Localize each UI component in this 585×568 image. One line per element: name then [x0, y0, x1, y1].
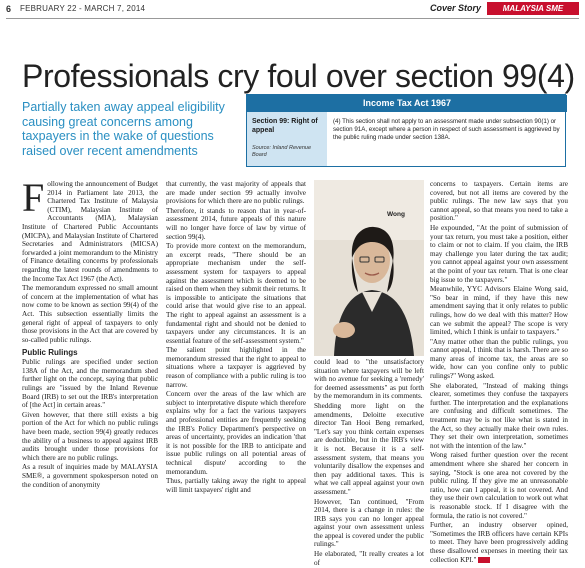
paragraph: Public rulings are specified under section 138A of the Act, and the memorandum shed further light on the concept, saying that public rulings are "issued by the Inland Revenue Board (IRB) to set out the IRB's interpretation of [the Act] in certain areas.": [22, 358, 158, 410]
paragraph: Wong raised further question over the recent amendment where she shared her concern in saying, "Stock is one area not covered by the public ruling. If they give me an unreasonable ratio, how can I appeal, it is not covered. And they use their own calculation to work out what is reasonable stock. If I disagree with the formula, the ratio is not covered.": [430, 451, 568, 520]
paragraph: He expounded, "At the point of submission of your tax return, you must take a position, either to claim or not to claim. If you claim, the IRB may challenge you later during the tax audit; you cannot appeal against your own assessment at the point of your tax return. That is one clear big issue to the taxpayers.": [430, 223, 568, 284]
paragraph: The memorandum expressed no small amount of concern at the implementation of what has now come to be known as section 99(4) of the Act. This subsection essentially limits the general right of appeal of taxpayers to only those provisions in the Act that are covered by so-called public rulings.: [22, 284, 158, 344]
section-label: Cover Story: [429, 3, 481, 13]
photo-caption: Wong: [387, 211, 405, 218]
deck-subheading: Partially taken away appeal eligibility causing great concerns among taxpayers in the wake of questions raised over recent amendments: [22, 100, 225, 158]
paragraph: could lead to "the unsatisfactory situation where taxpayers will be left with no avenue for seeking a 'remedy' for deemed assessments" as put forth by the memorandum in its comments.: [314, 358, 424, 401]
paragraph: that currently, the vast majority of appeals that are made under section 99 actually involve provisions for which there are no public rulings.: [166, 180, 306, 206]
paragraph: Thus, partially taking away the right to appeal will limit taxpayers' right and: [166, 477, 306, 494]
taxbox-source: Source: Inland Revenue Board: [252, 145, 312, 158]
paragraph: However, Tan continued, "From 2014, there is a change in rules: the IRB says you can no longer appeal against your own assessment unless the appeal is covered under the public rulings.": [314, 497, 424, 549]
article-column-3: [314, 358, 424, 568]
taxbox-sidebar: [247, 112, 327, 166]
headline: Professionals cry foul over section 99(4): [22, 58, 575, 94]
drop-cap: F: [22, 175, 45, 220]
paragraph: She elaborated, "Instead of making things clearer, sometimes they confuse the taxpayers further. The interpretation and the explanations are confusing and difficult sometimes. The treatment may be is not like what is stated in the Act, so they actually make their own rules. They set their own interpretation, sometimes not with the intention of the law.": [430, 381, 568, 450]
paragraph: Concern over the areas of the law which are subject to interpretative dispute which therefore explains why for a fact the various taxpayers and professional entities are frequently seeking the IRB's Policy Department's perspective on areas of uncertainty, provides an indication 'that it is not possible for the IRB to anticipate and issue public rulings on all potential areas of technical dispute' according to the memorandum.: [166, 390, 306, 476]
paragraph: Following the announcement of Budget 2014 in Parliament late 2013, the Chartered Tax Institute of Malaysia (CTIM), Malaysian Institute of Accountants (MIA), Malaysian Institute of Chartered Public Accountants (MICPA), and Malaysian Institute of Chartered Secretaries and Administrators (MICSA) forwarded a joint memorandum to the Ministry of Finance detailing concerns by professionals regarding the latest rounds of amendments to the Income Tax Act 1967 (the Act).: [22, 175, 158, 283]
portrait-illustration: [314, 180, 424, 356]
paragraph: Further, an industry observer opined, "Sometimes the IRB officers have certain KPIs to meet. They have been progressively adding these disallowed expenses in meeting their tax collection KPI.": [430, 521, 568, 564]
article-column-4: [430, 180, 568, 565]
article-column-2: [166, 180, 306, 495]
brand-logo: MALAYSIA SME: [487, 2, 579, 15]
income-tax-act-box: [246, 94, 566, 167]
page-number: 6: [6, 4, 12, 14]
subheading-public-rulings: Public Rulings: [22, 348, 78, 358]
paragraph: He elaborated, "It really creates a lot of: [314, 550, 424, 567]
portrait-photo: [314, 180, 424, 356]
paragraph: "Any matter other than the public rulings, you cannot appeal, I think that is harsh. There are so many areas of income tax, the areas are so wide, how can you confine only to public rulings?" Wong asked.: [430, 337, 568, 381]
paragraph: The salient point highlighted in the memorandum stressed that the right to appeal to situations where a taxpayer is aggrieved by reason of compliance with a public ruling is too narrow.: [166, 346, 306, 389]
header-divider: [6, 18, 579, 19]
paragraph: As a result of inquiries made by MALAYSIA SME®, a government spokesperson noted on the condition of anonymity: [22, 463, 158, 489]
taxbox-text: (4) This section shall not apply to an assessment made under subsection 90(1) or section 91A, except where a person in respect of such assessment is aggrieved by the public ruling made under section 138A.: [333, 118, 560, 141]
end-mark-icon: [478, 557, 490, 563]
article-column-1: [22, 175, 158, 490]
issue-date: FEBRUARY 22 - MARCH 7, 2014: [20, 4, 146, 13]
paragraph: To provide more context on the memorandum, an excerpt reads, "There should be an appropriate mechanism under the self-assessment system for taxpayers to appeal against the assessment which is deemed to be raised on them when they submit their returns. It is impossible to anticipate the situations that could arise that would give rise to an appeal. The right to appeal against an assessment is a fundamental right and should not be denied to taxpayers under any circumstances. It is an essential feature of the self-assessment system.": [166, 242, 306, 345]
taxbox-title: Income Tax Act 1967: [247, 95, 567, 112]
paragraph: concerns to taxpayers. Certain items are covered, but not all items are covered by the public rulings. The new law says that you cannot appeal, so that means you need to take a position.": [430, 180, 568, 223]
taxbox-section-label: Section 99: Right of appeal: [252, 118, 318, 134]
paragraph: Meanwhile, YYC Advisors Elaine Wong said, "So bear in mind, if they have this new amendment saying that it only relates to public rulings, how do we deal with this matter? How can we submit the appeal? The scope is very limited, which I think is unfair to taxpayers.": [430, 285, 568, 337]
paragraph: Shedding more light on the amendments, Deloitte executive director Tan Hooi Beng remarked, "Let's say you think certain expenses are deductible, but in the IRB's view it is not. Because it is a self-assessment system, that means you voluntarily disallow the expenses and then pay additional taxes. This is what we call appeal against your own assessment.": [314, 401, 424, 496]
page-header: [0, 0, 585, 18]
paragraph: Given however, that there still exists a big portion of the Act for which no public rulings have been made, section 99(4) greatly reduces the ability of a business to appeal against IRB audits brought under those provisions for which there are no public rulings.: [22, 410, 158, 462]
paragraph: Therefore, it stands to reason that in year-of-assessment 2014, future appeals of this nature will no longer have force of law by virtue of section 99(4).: [166, 206, 306, 241]
